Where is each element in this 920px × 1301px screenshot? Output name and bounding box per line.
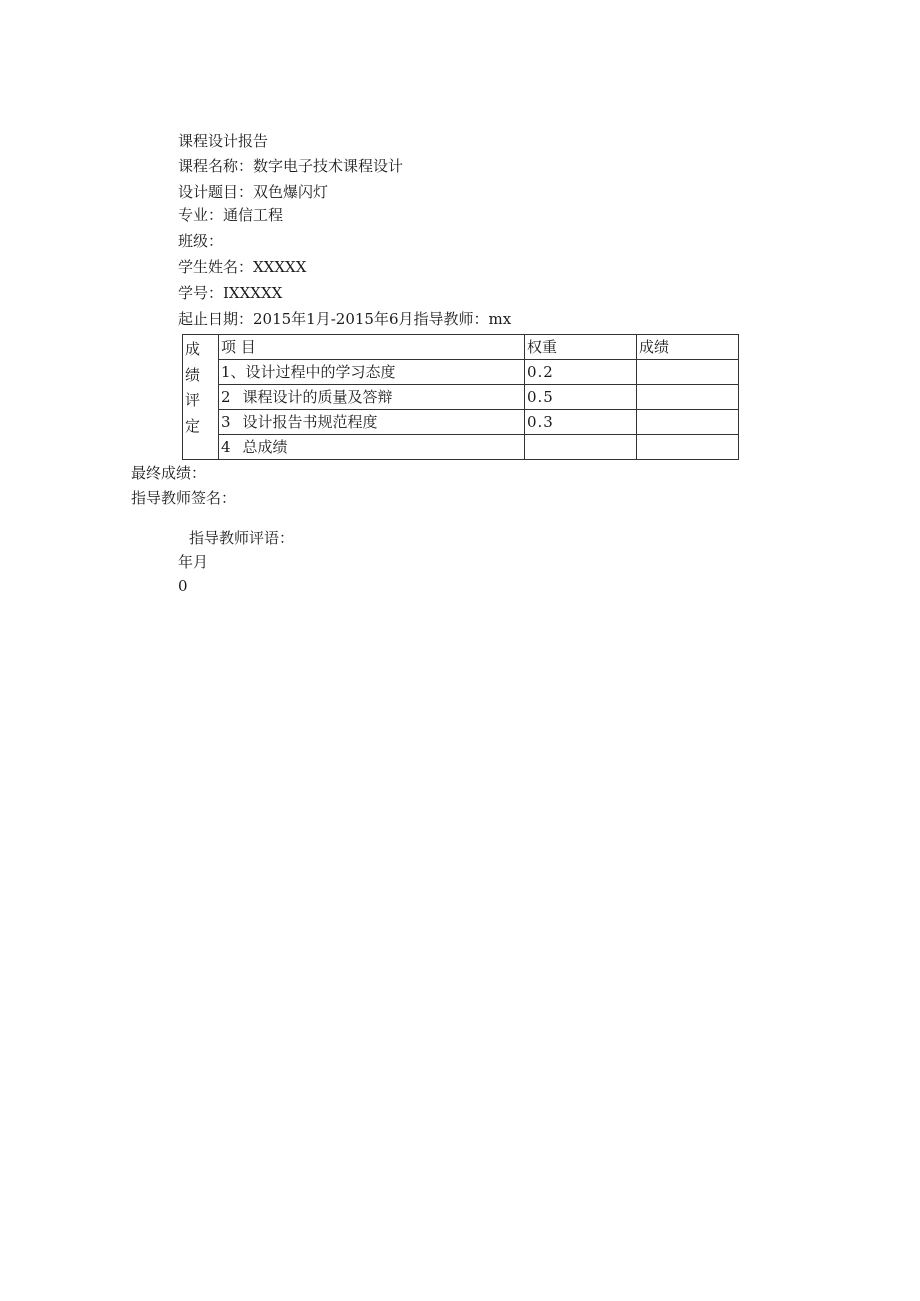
row-score <box>637 435 739 460</box>
row-item-text: 设计过程中的学习态度 <box>245 363 396 381</box>
side-char: 成 <box>185 340 201 358</box>
row-score <box>637 410 739 435</box>
side-char: 定 <box>185 416 201 435</box>
student-name: 学生姓名：XXXXX <box>178 258 307 276</box>
header-item: 项 目 <box>219 335 525 360</box>
design-topic: 设计题目：双色爆闪灯 <box>178 183 329 201</box>
table-row <box>183 360 739 385</box>
row-item <box>219 435 525 460</box>
advisor-comments: 指导教师评语： <box>189 529 295 547</box>
row-item-text: 总成绩 <box>242 438 288 456</box>
side-char: 评 <box>185 391 201 409</box>
grade-evaluation-label <box>183 335 219 460</box>
row-number: 2 <box>221 388 231 406</box>
row-score <box>637 360 739 385</box>
row-item <box>219 410 525 435</box>
report-title: 课程设计报告 <box>178 132 269 150</box>
row-number: 3 <box>221 413 231 431</box>
header-weight: 权重 <box>525 335 637 360</box>
dates-advisor: 起止日期：2015年1月-2015年6月指导教师：mx <box>178 310 512 328</box>
side-char: 绩 <box>185 365 201 384</box>
table-header-row <box>183 335 739 360</box>
zero-mark: 0 <box>178 577 188 595</box>
student-id: 学号：IXXXXX <box>178 284 283 302</box>
row-weight <box>525 435 637 460</box>
row-number: 1、 <box>221 363 246 381</box>
course-name: 课程名称：数字电子技术课程设计 <box>178 157 404 175</box>
major: 专业：通信工程 <box>178 206 284 224</box>
table-row <box>183 435 739 460</box>
advisor-signature: 指导教师签名： <box>131 489 237 507</box>
table-row <box>183 385 739 410</box>
row-item-text: 课程设计的质量及答辩 <box>242 388 393 406</box>
row-score <box>637 385 739 410</box>
class: 班级： <box>178 232 224 250</box>
row-item <box>219 385 525 410</box>
table-row <box>183 410 739 435</box>
header-score: 成绩 <box>637 335 739 360</box>
year-month: 年月 <box>178 553 209 571</box>
row-number: 4 <box>221 438 231 456</box>
grade-table <box>182 334 739 460</box>
row-item <box>219 360 525 385</box>
final-grade: 最终成绩： <box>131 464 207 482</box>
row-item-text: 设计报告书规范程度 <box>242 413 378 431</box>
row-weight: 0.5 <box>525 385 637 410</box>
row-weight: 0.2 <box>525 360 637 385</box>
row-weight: 0.3 <box>525 410 637 435</box>
